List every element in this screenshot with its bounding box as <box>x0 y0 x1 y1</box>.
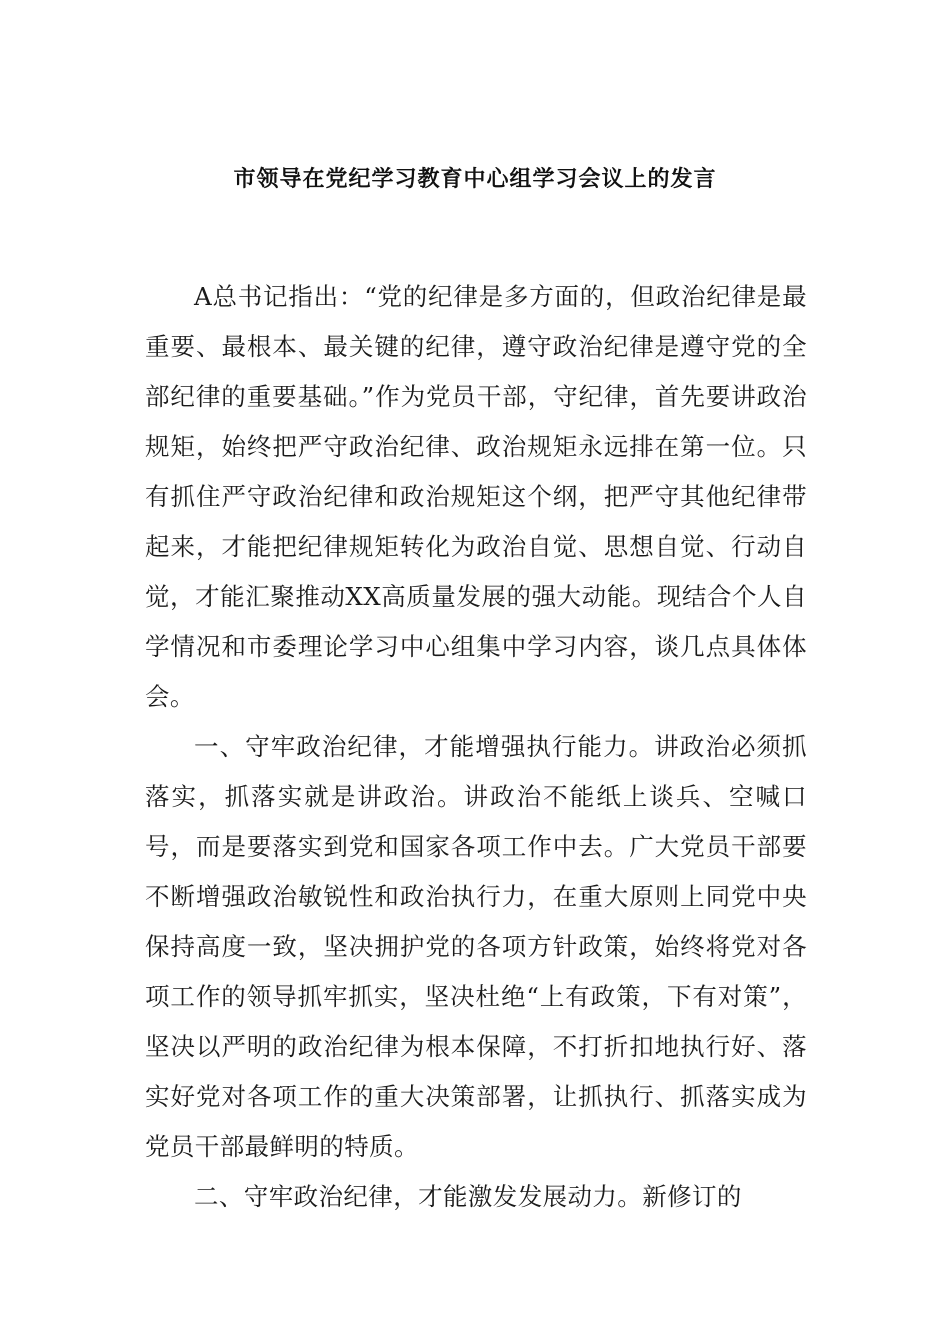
paragraph-section-one: 一、守牢政治纪律，才能增强执行能力。讲政治必须抓落实，抓落实就是讲政治。讲政治不能纸上谈兵、空喊口号，而是要落实到党和国家各项工作中去。广大党员干部要不断增强政治敏锐性和政治执行力，在重大原则上同党中央保持高度一致，坚决拥护党的各项方针政策，始终将党对各项工作的领导抓牢抓实，坚决杜绝“上有政策，下有对策”，坚决以严明的政治纪律为根本保障，不打折扣地执行好、落实好党对各项工作的重大决策部署，让抓执行、抓落实成为党员干部最鲜明的特质。 <box>145 732 807 1161</box>
document-body <box>145 272 807 1222</box>
paragraph-section-two: 二、守牢政治纪律，才能激发发展动力。新修订的 <box>194 1182 742 1211</box>
paragraph-intro: A总书记指出：“党的纪律是多方面的，但政治纪律是最重要、最根本、最关键的纪律，遵守政治纪律是遵守党的全部纪律的重要基础。”作为党员干部，守纪律，首先要讲政治规矩，始终把严守政治纪律、政治规矩永远排在第一位。只有抓住严守政治纪律和政治规矩这个纲，把严守其他纪律带起来，才能把纪律规矩转化为政治自觉、思想自觉、行动自觉，才能汇聚推动XX高质量发展的强大动能。现结合个人自学情况和市委理论学习中心组集中学习内容，谈几点具体体会。 <box>145 282 807 711</box>
document-title: 市领导在党纪学习教育中心组学习会议上的发言 <box>233 167 717 192</box>
